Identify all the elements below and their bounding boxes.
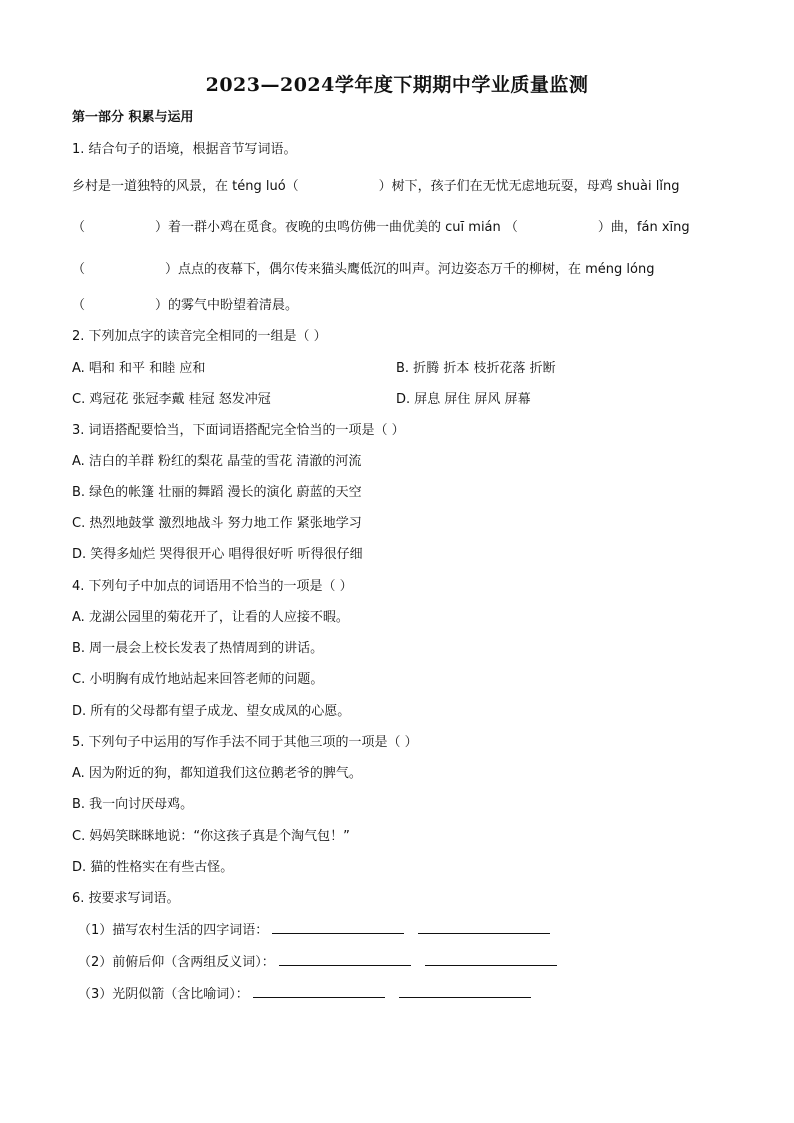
q1-text-2c: ）曲，fán xīng xyxy=(597,220,690,235)
q2-option-d[interactable]: D. 屏息 屏住 屏风 屏幕 xyxy=(396,392,531,407)
answer-line-1b[interactable] xyxy=(418,921,550,934)
q4-option-b[interactable]: B. 周一晨会上校长发表了热情周到的讲话。 xyxy=(72,641,324,656)
answer-line-2a[interactable] xyxy=(279,953,411,966)
q4-option-c[interactable]: C. 小明胸有成竹地站起来回答老师的问题。 xyxy=(72,672,324,687)
q5-option-d[interactable]: D. 猫的性格实在有些古怪。 xyxy=(72,860,234,875)
q1-text-1b: ）树下，孩子们在无忧无虑地玩耍，母鸡 shuài lǐng xyxy=(378,179,680,194)
q2-option-b[interactable]: B. 折腾 折本 枝折花落 折断 xyxy=(396,361,556,376)
q3-option-d[interactable]: D. 笑得多灿烂 哭得很开心 唱得很好听 听得很仔细 xyxy=(72,547,363,562)
q5-option-c[interactable]: C. 妈妈笑眯眯地说：“你这孩子真是个淘气包！” xyxy=(72,829,350,844)
q4-option-a[interactable]: A. 龙湖公园里的菊花开了，让看的人应接不暇。 xyxy=(72,610,349,625)
q1-line-3 xyxy=(72,261,655,279)
q5-stem: 5. 下列句子中运用的写作手法不同于其他三项的一项是（ ） xyxy=(72,735,418,750)
q6-sub-1-label: （1）描写农村生活的四字词语： xyxy=(78,923,269,938)
q2-option-a[interactable]: A. 唱和 和平 和睦 应和 xyxy=(72,361,206,376)
q6-sub-3-label: （3）光阴似箭（含比喻词）： xyxy=(78,987,249,1002)
q6-sub-1 xyxy=(78,921,550,940)
exam-title: 2023—2024学年度下期期中学业质量监测 xyxy=(205,74,589,96)
q3-stem: 3. 词语搭配要恰当，下面词语搭配完全恰当的一项是（ ） xyxy=(72,423,405,438)
q1-text-2b: ）着一群小鸡在觅食。夜晚的虫鸣仿佛一曲优美的 cuī mián （ xyxy=(155,220,518,235)
q5-option-b[interactable]: B. 我一向讨厌母鸡。 xyxy=(72,797,194,812)
q2-stem: 2. 下列加点字的读音完全相同的一组是（ ） xyxy=(72,329,327,344)
answer-line-1a[interactable] xyxy=(272,921,404,934)
q1-line-1 xyxy=(72,178,679,196)
q3-option-c[interactable]: C. 热烈地鼓掌 激烈地战斗 努力地工作 紧张地学习 xyxy=(72,516,362,531)
q6-sub-3 xyxy=(78,985,531,1004)
q1-text-4a: （ xyxy=(72,298,86,313)
q5-option-a[interactable]: A. 因为附近的狗，都知道我们这位鹅老爷的脾气。 xyxy=(72,766,362,781)
q2-option-c[interactable]: C. 鸡冠花 张冠李戴 桂冠 怒发冲冠 xyxy=(72,392,271,407)
q3-option-b[interactable]: B. 绿色的帐篷 壮丽的舞蹈 漫长的演化 蔚蓝的天空 xyxy=(72,485,362,500)
q6-sub-2-label: （2）前俯后仰（含两组反义词）： xyxy=(78,955,275,970)
q4-stem: 4. 下列句子中加点的词语用不恰当的一项是（ ） xyxy=(72,579,353,594)
q6-sub-2 xyxy=(78,953,557,972)
q3-option-a[interactable]: A. 洁白的羊群 粉红的梨花 晶莹的雪花 清澈的河流 xyxy=(72,454,362,469)
q1-text-3a: （ xyxy=(72,262,86,277)
q1-text-1a: 乡村是一道独特的风景，在 téng luó（ xyxy=(72,179,299,194)
q1-stem: 1. 结合句子的语境，根据音节写词语。 xyxy=(72,142,297,157)
q1-line-2 xyxy=(72,219,690,237)
q6-stem: 6. 按要求写词语。 xyxy=(72,891,180,906)
q4-option-d[interactable]: D. 所有的父母都有望子成龙、望女成凤的心愿。 xyxy=(72,704,351,719)
answer-line-2b[interactable] xyxy=(425,953,557,966)
q1-text-2a: （ xyxy=(72,220,86,235)
answer-line-3a[interactable] xyxy=(253,985,385,998)
q1-text-3b: ）点点的夜幕下，偶尔传来猫头鹰低沉的叫声。河边姿态万千的柳树，在 méng lóng xyxy=(165,262,655,277)
q1-line-4 xyxy=(72,297,298,315)
section-heading: 第一部分 积累与运用 xyxy=(72,110,194,125)
answer-line-3b[interactable] xyxy=(399,985,531,998)
q1-text-4b: ）的雾气中盼望着清晨。 xyxy=(155,298,299,313)
